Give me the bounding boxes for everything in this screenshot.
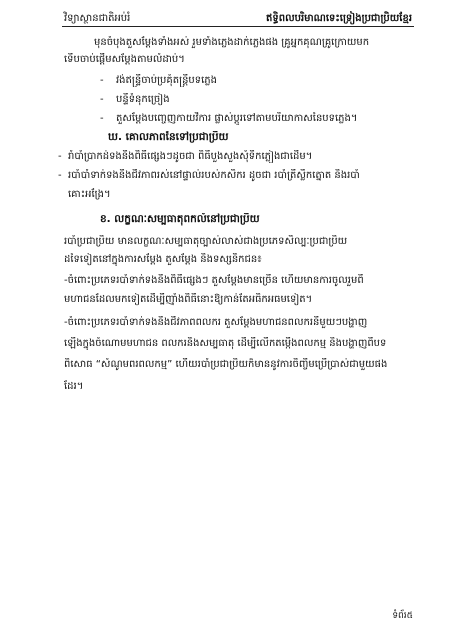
list-item: តួសម្ដែងបញ្ចេញកាយវិការ ផ្លាស់ប្ដូរទៅតាមបរិយាកាសនៃបទភ្លេង។ (116, 113, 358, 124)
dash-bullet: - (100, 113, 104, 124)
list-item-continuation: គោះអង្រែ។ (68, 189, 111, 200)
page-header (62, 10, 414, 27)
section-heading: ខ. លក្ខណៈសម្បធាតុពកលំនៅប្រជាប្រិយ (100, 213, 260, 225)
list-item: រាំបាំប្រាកដ់ទងនឹងពិធីផ្សេងៗដូចជា ពិធីបួងសួងសុំទឹកភ្លៀងជាដើម។ (68, 151, 313, 162)
paragraph-line: -ចំពោះប្រភេទរបាំទាក់ទងនឹងជីវភាពពលករ តួសម្ដែងមហាជនពលករនីមួយៗបង្ហាញ (64, 317, 368, 328)
header-institution: វិទ្យាស្ថានជាតិអប់រំ (64, 13, 131, 24)
dash-bullet: - (58, 151, 62, 162)
paragraph-line: ឡើងក្នុងចំណោមមហាជន ពលករនិងសម្បធាតុ ដើម្បីលើកតម្កើងពលកម្ម និងបង្ហាញពីបទ (64, 338, 387, 349)
page-number: ទំព័រ៥ (392, 611, 413, 621)
section-heading: ឃ. គោលភាពនៃទៅប្រជាប្រិយ (108, 131, 229, 143)
paragraph-line: មហាជនដែលមកទៀតដើម្បីញ៉ាំងពិធីនោះឱ្យកាន់តែអធិកអធមទៀត។ (64, 294, 313, 305)
paragraph-line: ពិសោធ “សំណូមពរពលកម្ម” ហើយរបាំប្រជាប្រិយក៏មាននូវការចិញ្ចឹមប្រើប្រាស់ជាមួយផង (64, 359, 388, 370)
header-document-title: ឥទ្ធិពលបរិមាណទេះទ្រៀងប្រជាប្រិយខ្មែរ (266, 13, 412, 24)
paragraph-line: មុនចំបុងតួសម្ដែងទាំងអស់ រួមទាំងភ្លេងដាក់ភ្លេងផង គ្រូអ្នកគុណគ្រូក្រោយមក (94, 37, 370, 48)
header-rule (62, 26, 414, 27)
paragraph-line: ដែរ។ (64, 381, 84, 392)
list-item: របាំបាំទាក់ទងនឹងជីវភាពរស់នៅផ្ទាល់របស់កសិករ ដូចជា របាំត្រីស្លឹកត្នោត និងរបាំ (68, 170, 360, 181)
dash-bullet: - (100, 94, 104, 105)
paragraph-line: ដទៃទៀតនៅក្នុងការសម្ដែង តួសម្ដែង និងទស្សនិកជន៖ (64, 254, 262, 265)
paragraph-line: របាំប្រជាប្រិយ មានលក្ខណៈសម្បធាតុច្បាស់លាស់ជាងប្រភេទសិល្បៈប្រជាប្រិយ (64, 236, 348, 247)
dash-bullet: - (58, 170, 62, 181)
dash-bullet: - (100, 75, 104, 86)
list-item: បន្ទីទំនុកច្រៀង (116, 94, 170, 105)
list-item: វង់ឥន្ទ្រីចាប់ប្រគុំតន្ត្រីបទភ្លេង (116, 75, 217, 86)
paragraph-line: ទើបចាប់ផ្ដើមសម្ដែងតាមលំដាប់។ (64, 54, 185, 65)
paragraph-line: -ចំពោះប្រភេទរបាំទាក់ទងនឹងពិធីផ្សេងៗ តួសម្ដែងមានច្រើន ហើយមានការចូលរួមពី (64, 275, 364, 286)
